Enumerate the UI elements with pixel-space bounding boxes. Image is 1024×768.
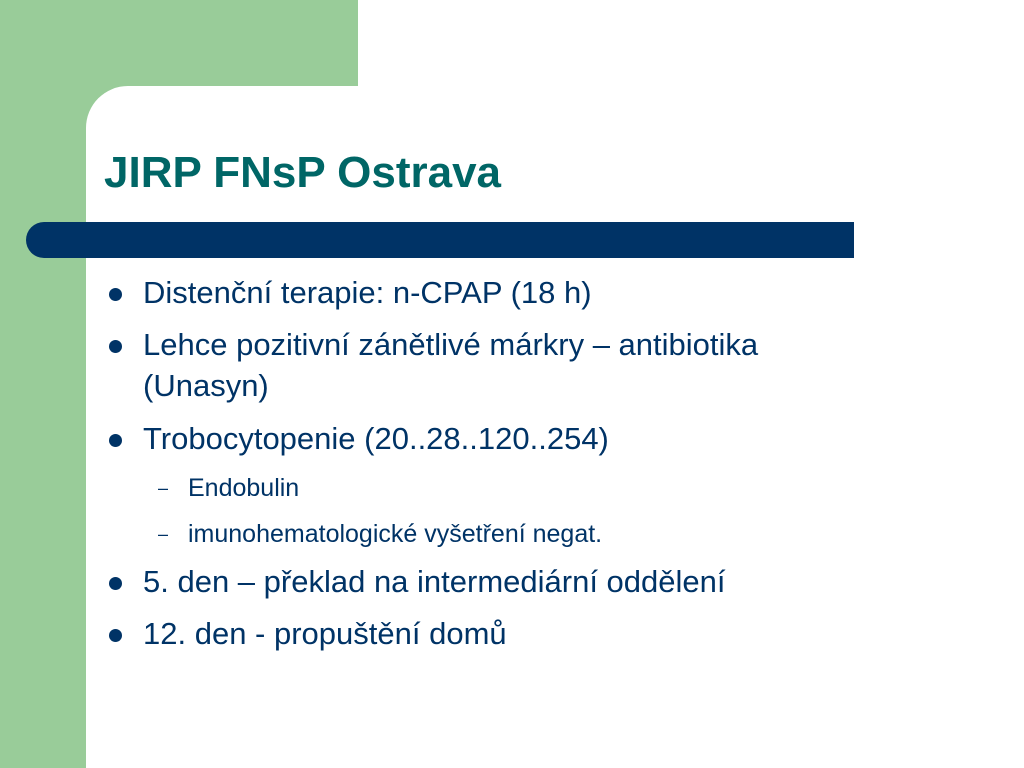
bullet-item-1: Distenční terapie: n-CPAP (18 h) xyxy=(143,275,592,310)
slide-title: JIRP FNsP Ostrava xyxy=(104,148,502,197)
sub-bullet-dash-icon: – xyxy=(158,478,169,498)
bullet-item-4: 5. den – překlad na intermediární oddělení xyxy=(143,564,726,599)
sub-bullet-item-1: Endobulin xyxy=(188,474,300,502)
bullet-dot-icon xyxy=(109,629,122,642)
bullet-item-2-line1: Lehce pozitivní zánětlivé márkry – antibiotika xyxy=(143,327,759,362)
sub-bullet-item-2: imunohematologické vyšetření negat. xyxy=(188,520,603,548)
bullet-item-2-line2: (Unasyn) xyxy=(143,368,269,403)
bullet-dot-icon xyxy=(109,288,122,301)
bullet-dot-icon xyxy=(109,577,122,590)
bullet-dot-icon xyxy=(109,340,122,353)
bullet-item-5: 12. den - propuštění domů xyxy=(143,616,507,651)
bullet-dot-icon xyxy=(109,434,122,447)
sub-bullet-dash-icon: – xyxy=(158,524,169,544)
bullet-item-3: Trobocytopenie (20..28..120..254) xyxy=(143,421,609,456)
